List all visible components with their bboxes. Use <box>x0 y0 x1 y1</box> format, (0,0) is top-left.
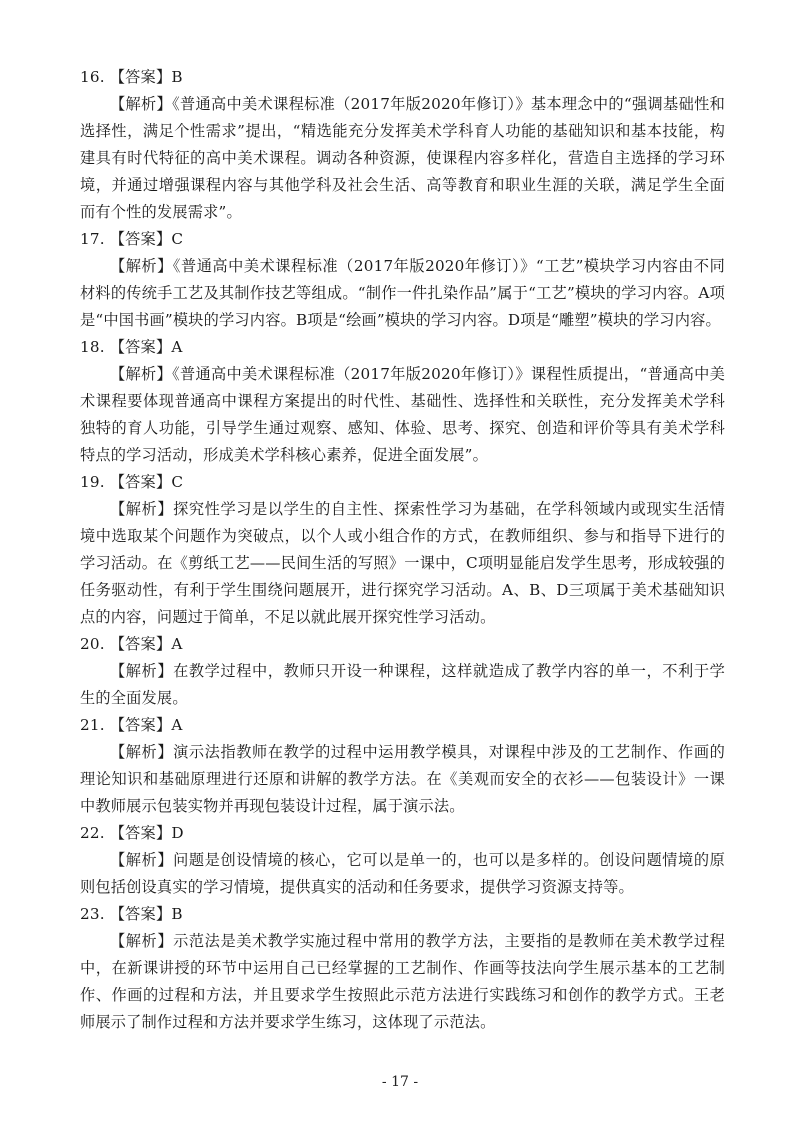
answer-21: 21. 【答案】A <box>80 716 183 734</box>
explanation-21: 【解析】演示法指教师在教学的过程中运用教学模具，对课程中涉及的工艺制作、作画的理论知识和基础原理进行还原和讲解的教学方法。在《美观而安全的衣衫——包装设计》一课中教师展示包装实物并再现包装设计过程，属于演示法。 <box>80 743 725 815</box>
answer-list <box>80 64 725 1036</box>
page-number: - 17 - <box>381 1074 419 1090</box>
answer-16: 16. 【答案】B <box>80 68 183 86</box>
explanation-19: 【解析】探究性学习是以学生的自主性、探索性学习为基础，在学科领域内或现实生活情境中选取某个问题作为突破点，以个人或小组合作的方式，在教师组织、参与和指导下进行的学习活动。在《剪纸工艺——民间生活的写照》一课中，C项明显能启发学生思考，形成较强的任务驱动性，有利于学生围绕问题展开，进行探究学习活动。A、B、D三项属于美术基础知识点的内容，问题过于简单，不足以就此展开探究性学习活动。 <box>80 500 725 626</box>
answer-17: 17. 【答案】C <box>80 230 184 248</box>
explanation-22: 【解析】问题是创设情境的核心，它可以是单一的，也可以是多样的。创设问题情境的原则包括创设真实的学习情境，提供真实的活动和任务要求，提供学习资源支持等。 <box>80 851 725 896</box>
explanation-20: 【解析】在教学过程中，教师只开设一种课程，这样就造成了教学内容的单一，不利于学生的全面发展。 <box>80 662 725 707</box>
answer-20: 20. 【答案】A <box>80 635 183 653</box>
explanation-17: 【解析】《普通高中美术课程标准（2017年版2020年修订）》“工艺”模块学习内容由不同材料的传统手工艺及其制作技艺等组成。“制作一件扎染作品”属于“工艺”模块的学习内容。A项是“中国书画”模块的学习内容。B项是“绘画”模块的学习内容。D项是“雕塑”模块的学习内容。 <box>80 257 725 329</box>
answer-23: 23. 【答案】B <box>80 905 183 923</box>
explanation-23: 【解析】示范法是美术教学实施过程中常用的教学方法，主要指的是教师在美术教学过程中，在新课讲授的环节中运用自己已经掌握的工艺制作、作画等技法向学生展示基本的工艺制作、作画的过程和方法，并且要求学生按照此示范方法进行实践练习和创作的教学方式。王老师展示了制作过程和方法并要求学生练习，这体现了示范法。 <box>80 932 725 1031</box>
explanation-18: 【解析】《普通高中美术课程标准（2017年版2020年修订）》课程性质提出，“普通高中美术课程要体现普通高中课程方案提出的时代性、基础性、选择性和关联性，充分发挥美术学科独特的育人功能，引导学生通过观察、感知、体验、思考、探究、创造和评价等具有美术学科特点的学习活动，形成美术学科核心素养，促进全面发展”。 <box>80 365 725 464</box>
explanation-16: 【解析】《普通高中美术课程标准（2017年版2020年修订）》基本理念中的“强调基础性和选择性，满足个性需求”提出，“精选能充分发挥美术学科育人功能的基础知识和基本技能，构建具有时代特征的高中美术课程。调动各种资源，使课程内容多样化，营造自主选择的学习环境，并通过增强课程内容与其他学科及社会生活、高等教育和职业生涯的关联，满足学生全面而有个性的发展需求”。 <box>80 95 725 221</box>
answer-19: 19. 【答案】C <box>80 473 184 491</box>
answer-22: 22. 【答案】D <box>80 824 184 842</box>
answer-18: 18. 【答案】A <box>80 338 183 356</box>
